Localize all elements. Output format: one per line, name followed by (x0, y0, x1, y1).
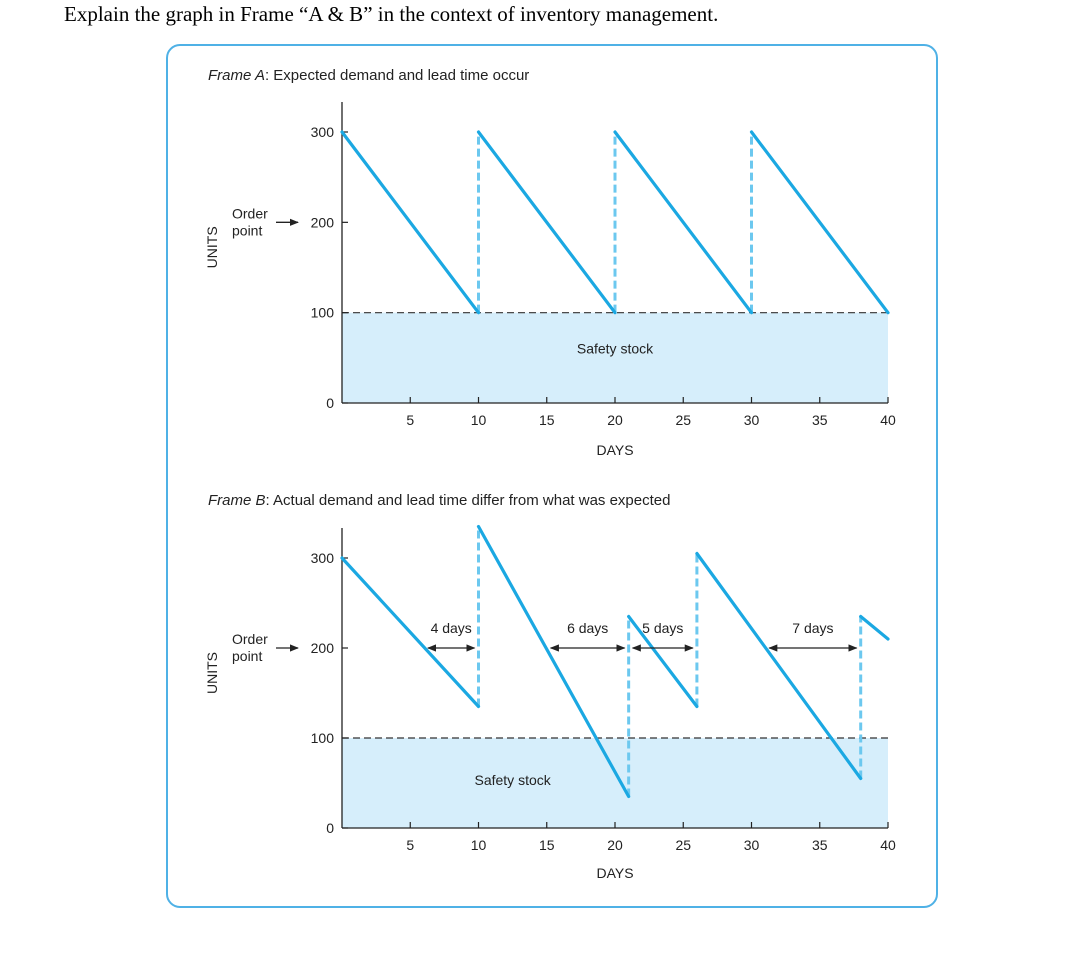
y-tick-label: 300 (310, 124, 334, 140)
y-axis-label: UNITS (204, 226, 220, 269)
safety-stock-label: Safety stock (576, 340, 654, 357)
y-axis-label: UNITS (204, 652, 220, 694)
x-tick-label: 30 (743, 412, 760, 428)
x-tick-label: 25 (675, 412, 692, 428)
x-tick-label: 5 (406, 412, 415, 428)
lead-time-label: 4 days (430, 620, 472, 636)
x-tick-label: 5 (406, 837, 415, 853)
inventory-segment (752, 132, 889, 313)
order-point-label: Order (232, 205, 268, 222)
x-tick-label: 20 (607, 837, 623, 853)
order-point-label: point (232, 648, 263, 664)
y-tick-label: 100 (310, 304, 334, 321)
x-tick-label: 15 (538, 837, 555, 853)
safety-stock-band (342, 313, 888, 403)
inventory-segment (861, 617, 888, 640)
x-tick-label: 10 (470, 837, 487, 853)
x-axis-label: DAYS (596, 865, 634, 881)
safety-stock-band (342, 738, 888, 828)
chart-frame-a (204, 67, 896, 458)
chart-title (208, 67, 529, 84)
order-point-label: Order (232, 631, 268, 647)
x-tick-label: 40 (880, 837, 896, 853)
x-tick-label: 15 (538, 412, 555, 428)
inventory-segment (479, 132, 616, 313)
chart-title-text: : Actual demand and lead time differ from what was expected (265, 492, 671, 509)
y-tick-label: 200 (310, 640, 334, 656)
safety-stock-label: Safety stock (474, 771, 551, 788)
y-tick-label: 100 (310, 730, 334, 746)
chart-title (208, 492, 670, 509)
frame-label: Frame B (208, 492, 266, 509)
order-point-label: point (232, 222, 263, 239)
inventory-segment (615, 132, 752, 313)
y-tick-label: 300 (310, 550, 334, 566)
x-tick-label: 25 (675, 837, 692, 853)
y-tick-label: 200 (310, 214, 334, 231)
x-tick-label: 10 (470, 412, 487, 428)
chart-frame-b (204, 492, 896, 881)
x-tick-label: 20 (607, 412, 623, 428)
lead-time-label: 5 days (642, 620, 684, 636)
x-tick-label: 40 (880, 412, 896, 428)
question-text: Explain the graph in Frame “A & B” in the context of inventory management. (64, 2, 719, 26)
x-axis-label: DAYS (596, 442, 634, 458)
x-tick-label: 35 (811, 412, 828, 428)
y-tick-label: 0 (326, 820, 334, 836)
lead-time-label: 6 days (567, 620, 609, 636)
x-tick-label: 35 (811, 837, 828, 853)
lead-time-label: 7 days (792, 620, 834, 636)
y-tick-label: 0 (326, 395, 334, 411)
chart-title-text: : Expected demand and lead time occur (264, 67, 530, 84)
frame-label: Frame A (208, 67, 265, 84)
inventory-segment (342, 132, 479, 313)
x-tick-label: 30 (743, 837, 760, 853)
